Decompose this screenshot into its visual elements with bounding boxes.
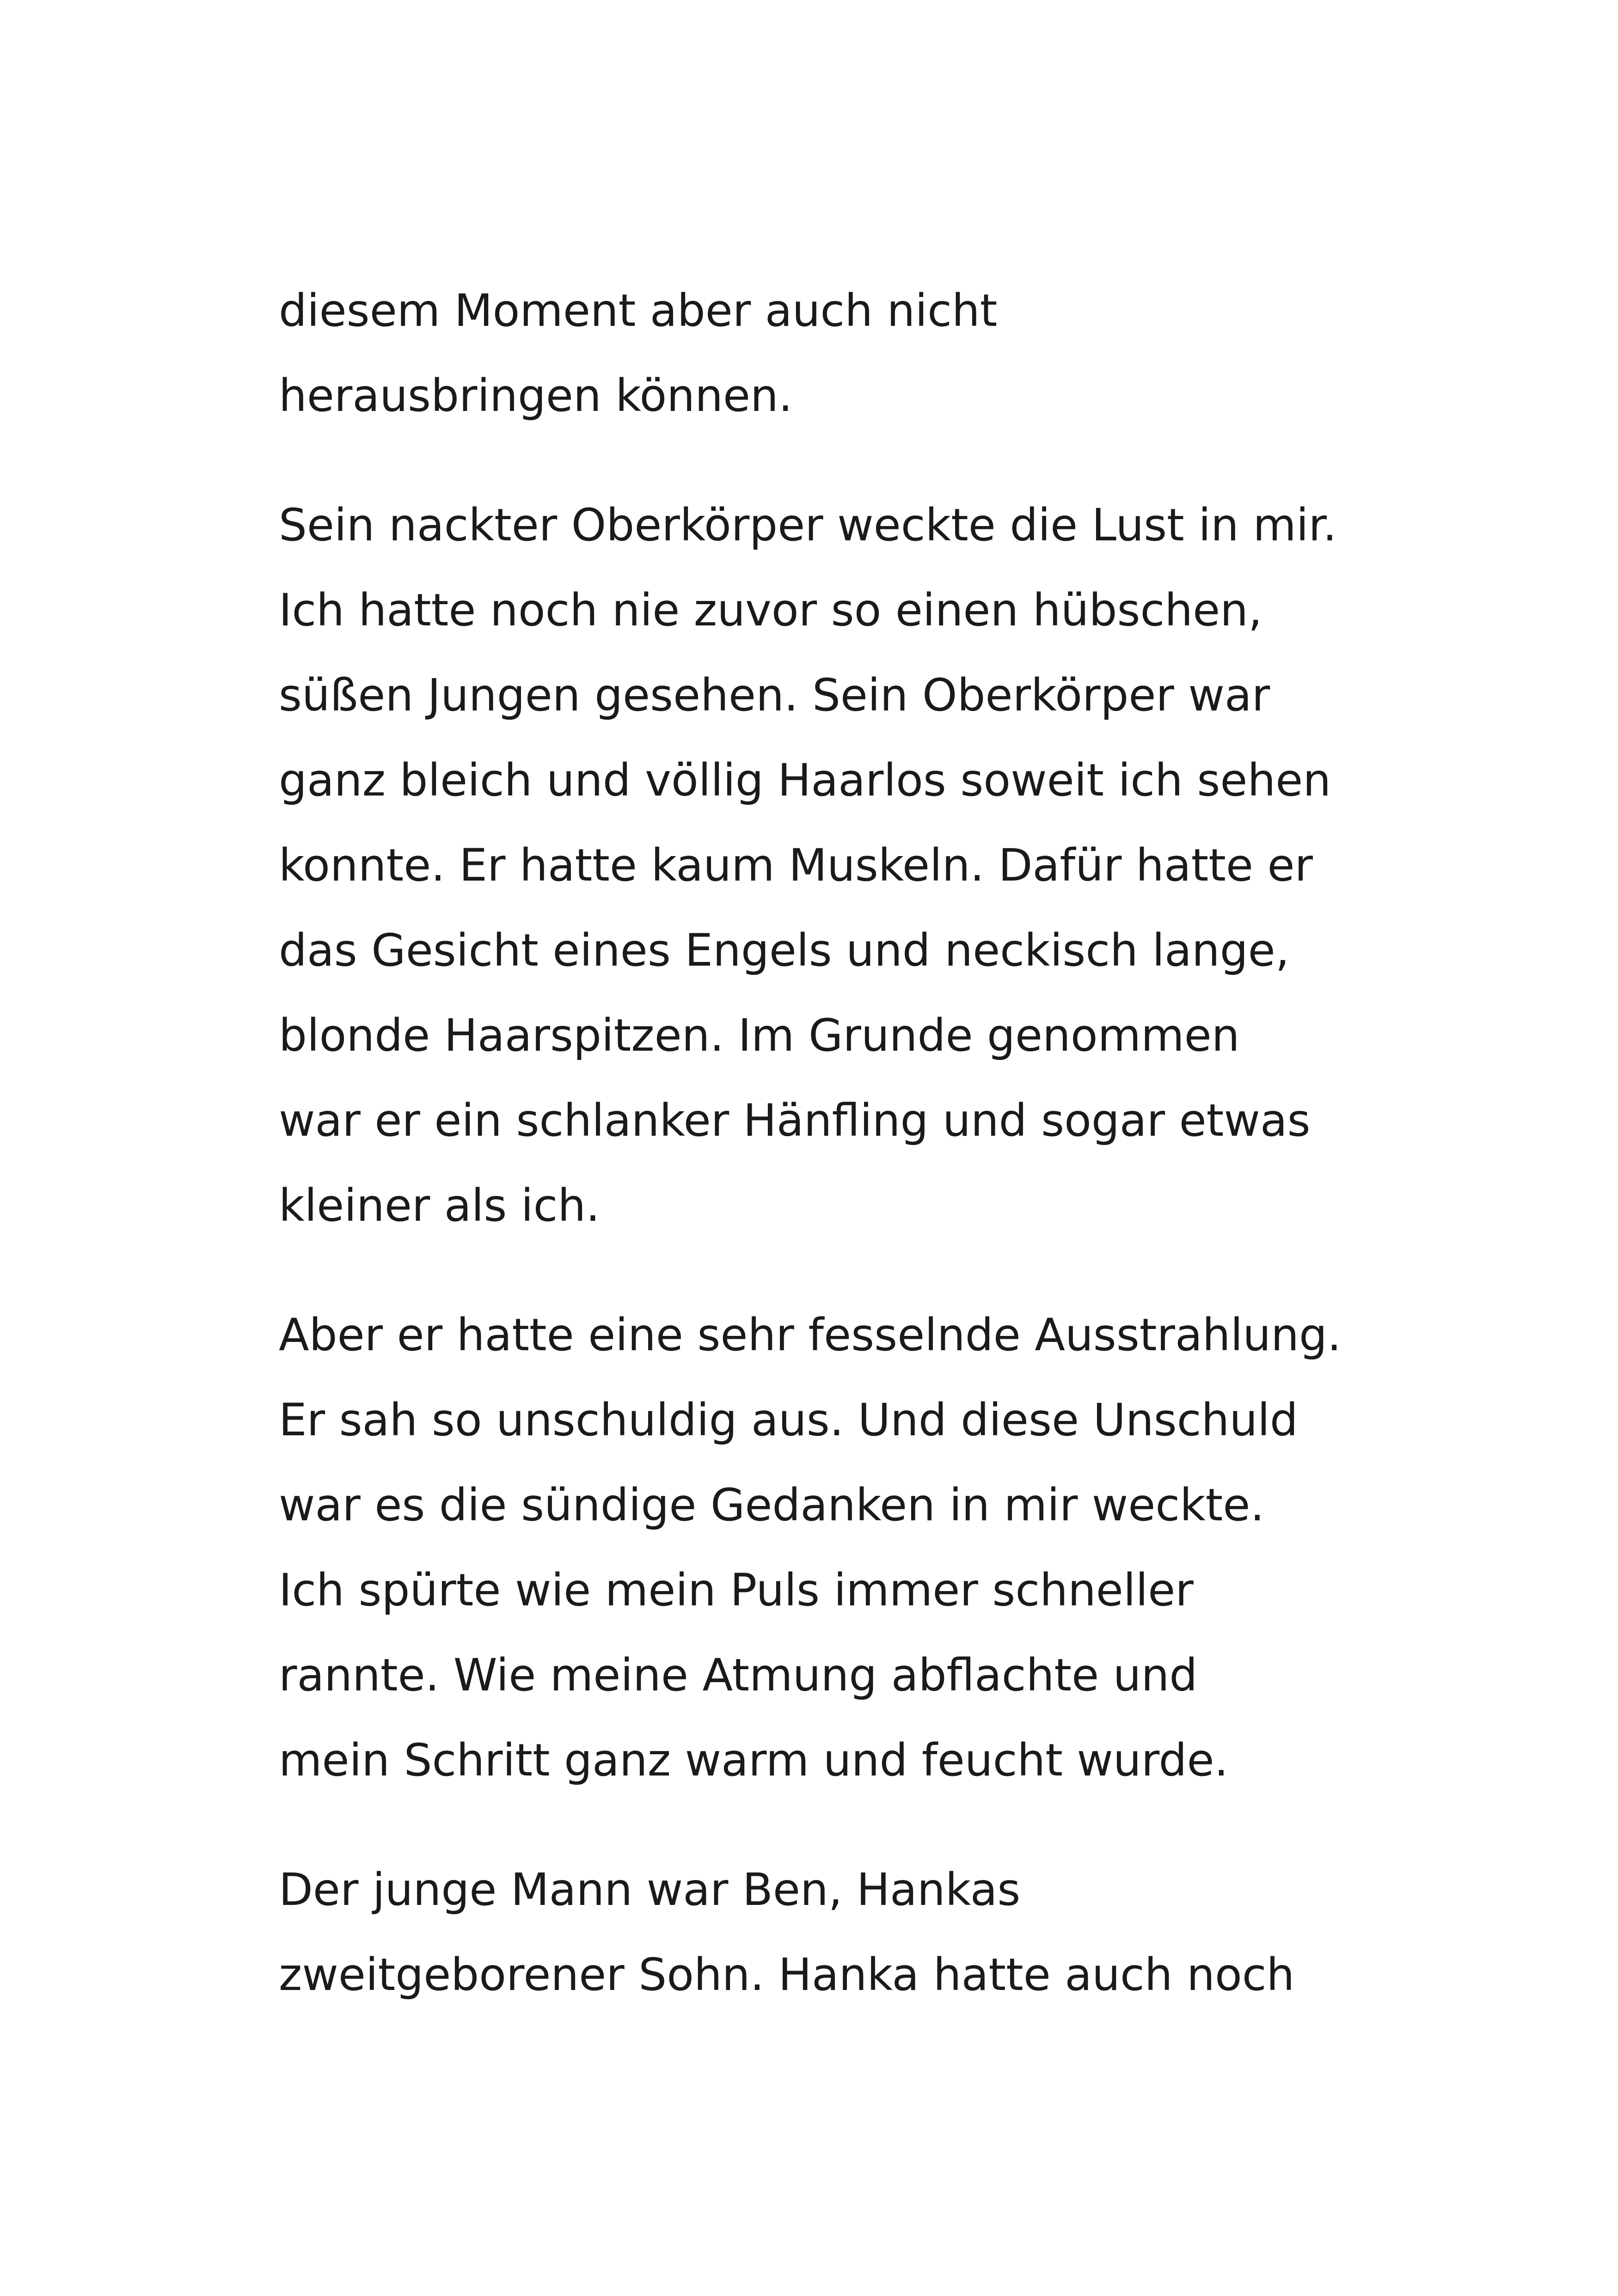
text-line: konnte. Er hatte kaum Muskeln. Dafür hatte er [279,839,1313,891]
text-line: Ich hatte noch nie zuvor so einen hübschen, [279,584,1263,636]
text-line: mein Schritt ganz warm und feucht wurde. [279,1734,1229,1786]
paragraph-gap [279,1803,1434,1847]
text-line: war es die sündige Gedanken in mir weckte. [279,1479,1264,1531]
text-line: kleiner als ich. [279,1180,600,1231]
text-line: süßen Jungen gesehen. Sein Oberkörper war [279,669,1270,721]
paragraph-gap [279,438,1434,483]
text-line: zweitgeborener Sohn. Hanka hatte auch noch [279,1949,1295,2001]
text-line: rannte. Wie meine Atmung abflachte und [279,1649,1198,1701]
text-line: Er sah so unschuldig aus. Und diese Unschuld [279,1394,1298,1446]
text-line: Sein nackter Oberkörper weckte die Lust in mir. [279,499,1337,551]
body-text [279,268,1434,2017]
paragraph-2 [279,483,1434,1248]
text-line: Der junge Mann war Ben, Hankas [279,1864,1021,1916]
paragraph-gap [279,1248,1434,1292]
text-line: war er ein schlanker Hänfling und sogar etwas [279,1095,1311,1146]
paragraph-3 [279,1292,1434,1803]
text-line: blonde Haarspitzen. Im Grunde genommen [279,1010,1240,1061]
text-line: diesem Moment aber auch nicht [279,285,998,337]
paragraph-4 [279,1847,1434,2017]
text-line: herausbringen können. [279,370,793,422]
paragraph-1 [279,268,1434,438]
text-line: Aber er hatte eine sehr fesselnde Ausstrahlung. [279,1309,1342,1361]
text-line: das Gesicht eines Engels und neckisch lange, [279,925,1290,976]
text-line: ganz bleich und völlig Haarlos soweit ich sehen [279,754,1331,806]
text-line: Ich spürte wie mein Puls immer schneller [279,1564,1194,1616]
